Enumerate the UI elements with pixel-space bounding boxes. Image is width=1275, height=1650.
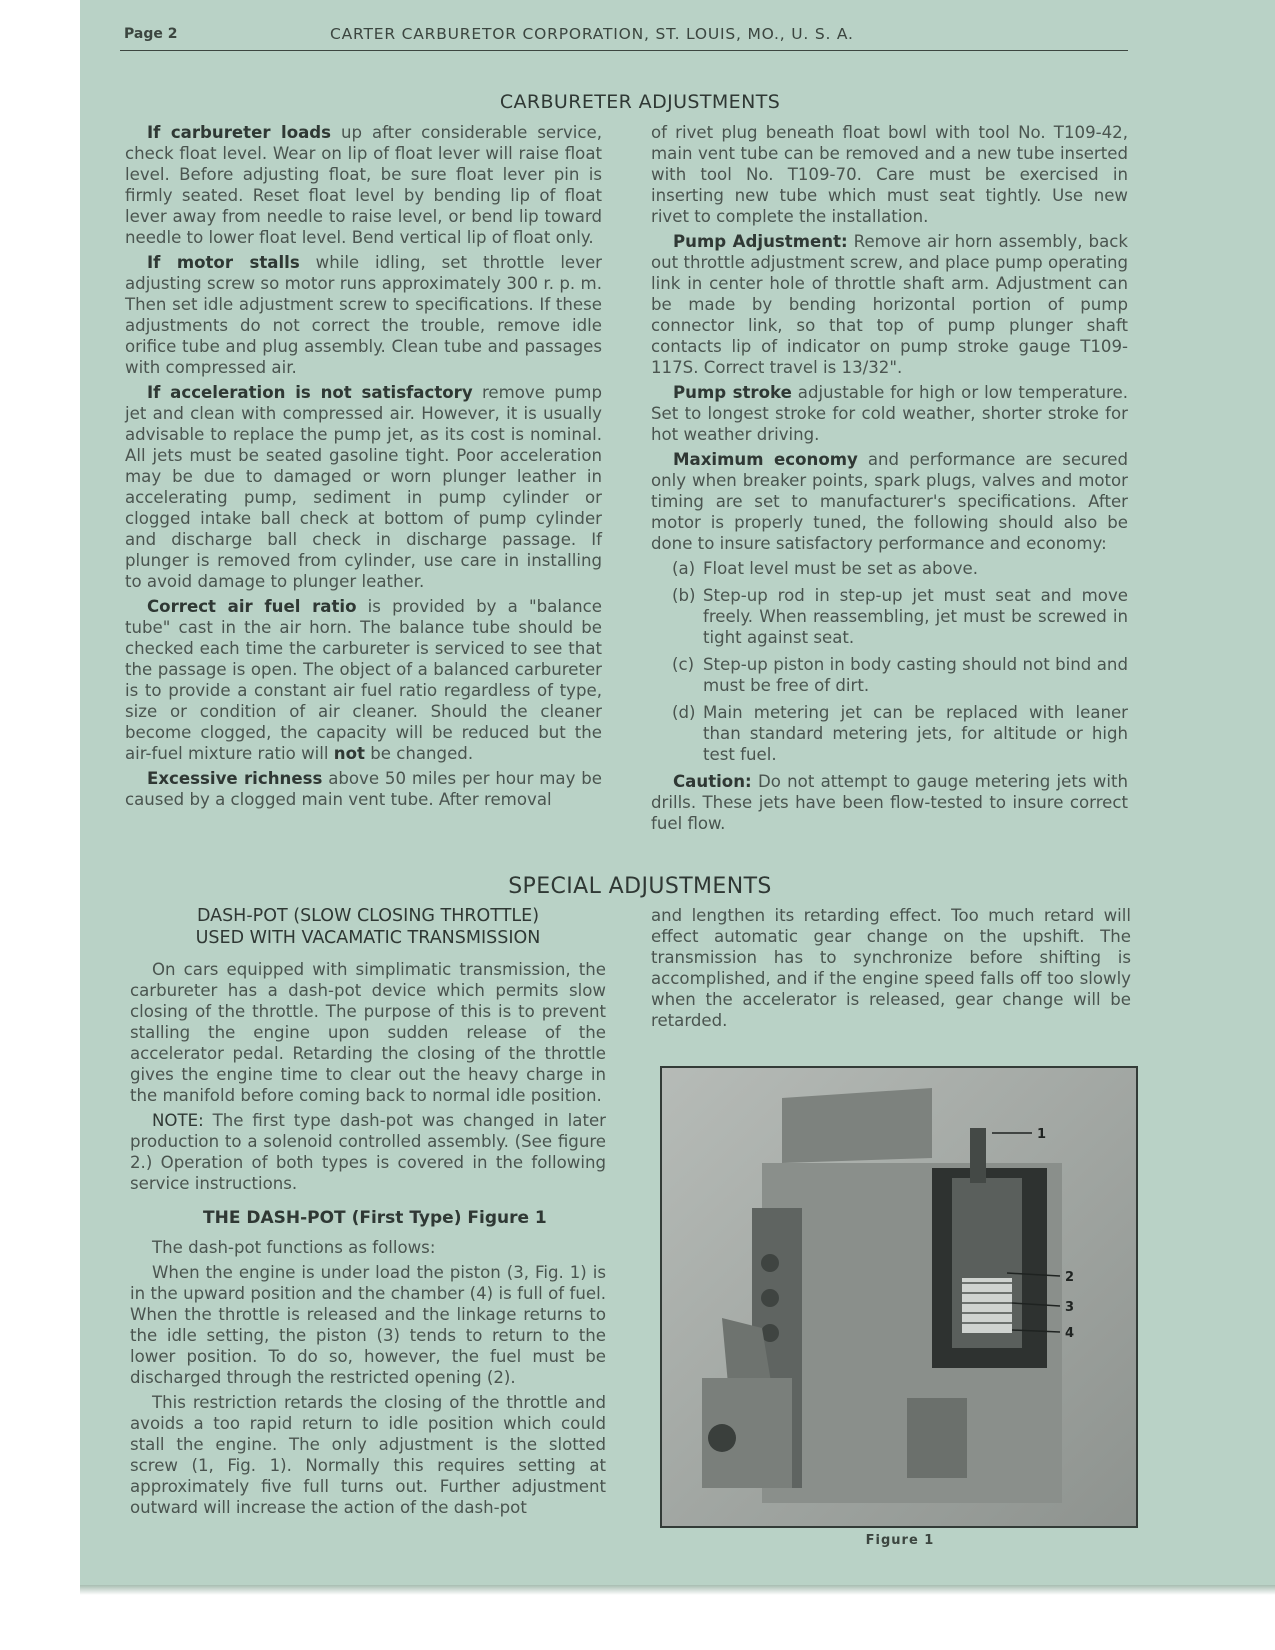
lower-casting <box>907 1398 967 1478</box>
list-item-b <box>651 585 1128 648</box>
figure-caption: Figure 1 <box>865 1533 935 1548</box>
lead-caution: Caution: <box>673 772 752 791</box>
column-right-top <box>651 122 1128 838</box>
section-title-special-adjustments: SPECIAL ADJUSTMENTS <box>508 874 772 899</box>
list-text-c: Step-up piston in body casting should not bind and must be free of dirt. <box>703 655 1128 695</box>
lead-acceleration: If acceleration is not satisfactory <box>147 383 473 402</box>
paragraph-acceleration <box>125 382 602 592</box>
list-marker-d: (d) <box>672 703 696 722</box>
text-air-fuel: is provided by a "balance tube" cast in the air horn. The balance tube should be checked each time the carbureter is serviced to see that the passage is open. The object of a balanced carbureter is to provide a constant air fuel ratio regardless of type, size or condition of air cleaner. Should the cleaner become clogged, the capacity will be reduced but the air-fuel mixture ratio will <box>125 597 602 763</box>
paragraph-caution <box>651 771 1128 834</box>
header-title: CARTER CARBURETOR CORPORATION, ST. LOUIS, MO., U. S. A. <box>330 25 854 43</box>
text-air-fuel-tail: be changed. <box>364 744 474 763</box>
text-maximum-economy: and performance are secured only when breaker points, spark plugs, valves and motor timing are set to manufacturer's specifications. After motor is properly tuned, the following should also be done to insure satisfactory performance and economy: <box>651 450 1128 553</box>
paper-shadow <box>80 1585 1275 1595</box>
page-number: Page 2 <box>124 26 178 42</box>
paragraph-simplimatic: On cars equipped with simplimatic transmission, the carbureter has a dash-pot device which permits slow closing of the throttle. The purpose of this is to prevent stalling the engine upon sudden release of the accelerator pedal. Retarding the closing of the throttle gives the engine time to clear out the heavy charge in the manifold before coming back to normal idle position. <box>130 960 606 1105</box>
paragraph-note <box>130 1110 606 1194</box>
callout-label-3: 3 <box>1065 1300 1075 1315</box>
callout-label-4: 4 <box>1065 1326 1075 1341</box>
lead-note: NOTE: <box>152 1111 204 1130</box>
text-note: The first type dash-pot was changed in later production to a solenoid controlled assembly. (See figure 2.) Operation of both types is covered in the following service instructions. <box>130 1111 606 1193</box>
list-marker-a: (a) <box>672 559 696 578</box>
list-item-c <box>651 654 1128 696</box>
list-item-d <box>651 702 1128 765</box>
lead-pump-stroke: Pump stroke <box>673 383 792 402</box>
text-caution: Do not attempt to gauge metering jets with drills. These jets have been flow-tested to insure correct fuel flow. <box>651 772 1128 833</box>
dashpot-subheading-line-2: USED WITH VACAMATIC TRANSMISSION <box>195 928 541 948</box>
callout-label-2: 2 <box>1065 1270 1075 1285</box>
callout-label-1: 1 <box>1037 1127 1047 1142</box>
column-right-bottom <box>651 905 1131 1035</box>
lead-stalls: If motor stalls <box>147 253 300 272</box>
air-horn-shape <box>782 1088 932 1163</box>
paragraph-restriction: This restriction retards the closing of the throttle and avoids a too rapid return to idle position which could stall the engine. The only adjustment is the slotted screw (1, Fig. 1). Normally this requires setting at approximately five full turns out. Further adjustment outward will increase the action of the dash-pot <box>130 1393 606 1517</box>
lead-loads: If carbureter loads <box>147 123 332 142</box>
text-acceleration: remove pump jet and clean with compressed air. However, it is usually advisable to replace the pump jet, as its cost is nominal. All jets must be seated gasoline tight. Poor acceleration may be due to damaged or worn plunger leather in accelerating pump, sediment in pump cylinder or clogged intake ball check at bottom of pump cylinder and discharge ball check in discharge passage. If plunger is removed from cylinder, use care in installing to avoid damage to plunger leather. <box>125 383 602 591</box>
text-pump-stroke: adjustable for high or low temperature. Set to longest stroke for cold weather, shorter stroke for hot weather driving. <box>651 383 1128 444</box>
paragraph-loads <box>125 122 602 248</box>
column-left-bottom <box>130 905 606 1522</box>
screw-head <box>761 1254 779 1272</box>
dashpot-subheading <box>130 905 606 949</box>
section-title-carbureter-adjustments: CARBURETER ADJUSTMENTS <box>499 91 781 113</box>
text-richness: above 50 miles per hour may be caused by a clogged main vent tube. After removal <box>125 769 602 809</box>
list-marker-b: (b) <box>672 586 696 605</box>
column-left-top <box>125 122 602 814</box>
list-text-b: Step-up rod in step-up jet must seat and move freely. When reassembling, jet must be screwed in tight against seat. <box>703 586 1128 647</box>
paragraph-air-fuel <box>125 596 602 764</box>
paragraph-functions: The dash-pot functions as follows: <box>152 1238 436 1257</box>
paragraph-pump-stroke <box>651 382 1128 445</box>
dashpot-first-type-heading: THE DASH-POT (First Type) Figure 1 <box>203 1208 547 1228</box>
dashpot-subheading-line-1: DASH-POT (SLOW CLOSING THROTTLE) <box>196 906 540 926</box>
list-item-a <box>651 558 1128 579</box>
paragraph-pump-adjustment <box>651 231 1128 378</box>
paragraph-retard-continued: and lengthen its retarding effect. Too much retard will effect automatic gear change on the upshift. The transmission has to synchronize before shifting is accomplished, and if the engine speed falls off too slowly when the accelerator is released, gear change will be retarded. <box>651 906 1131 1030</box>
throttle-shaft <box>708 1424 736 1452</box>
bold-not: not <box>333 744 365 763</box>
lead-air-fuel: Correct air fuel ratio <box>147 597 357 616</box>
paragraph-maximum-economy <box>651 449 1128 554</box>
lead-maximum-economy: Maximum economy <box>673 450 858 469</box>
carburetor-illustration <box>662 1068 1136 1526</box>
screw-head <box>761 1289 779 1307</box>
paragraph-engine-load: When the engine is under load the piston (3, Fig. 1) is in the upward position and the chamber (4) is full of fuel. When the throttle is released and the linkage returns to the idle setting, the piston (3) tends to return to the lower position. To do so, however, the fuel must be discharged through the restricted opening (2). <box>130 1263 606 1387</box>
text-pump-adjustment: Remove air horn assembly, back out throttle adjustment screw, and place pump operating link in center hole of throttle shaft arm. Adjustment can be made by bending horizontal portion of pump connector link, so that top of pump plunger shaft contacts lip of indicator on pump stroke gauge T109-117S. Correct travel is 13/32". <box>651 232 1128 377</box>
lead-pump-adjustment: Pump Adjustment: <box>673 232 848 251</box>
text-loads: up after considerable service, check float level. Wear on lip of float lever will raise float level. Before adjusting float, be sure float lever pin is firmly seated. Reset float level by bending lip of float lever away from needle to raise level, or bend lip toward needle to lower float level. Bend vertical lip of float only. <box>125 123 602 247</box>
paragraph-stalls <box>125 252 602 378</box>
figure-1-photo <box>660 1066 1138 1528</box>
slotted-screw <box>970 1128 986 1183</box>
list-text-d: Main metering jet can be replaced with leaner than standard metering jets, for altitude or high test fuel. <box>703 703 1128 764</box>
piston <box>962 1278 1012 1333</box>
header-rule <box>120 50 1128 51</box>
paragraph-richness <box>125 768 602 810</box>
paragraph-richness-continued: of rivet plug beneath float bowl with tool No. T109-42, main vent tube can be removed and a new tube inserted with tool No. T109-70. Care must be exercised in inserting new tube which must seat tightly. Use new rivet to complete the installation. <box>651 123 1128 226</box>
list-text-a: Float level must be set as above. <box>703 559 978 578</box>
text-stalls: while idling, set throttle lever adjusting screw so motor runs approximately 300 r. p. m. Then set idle adjustment screw to specifications. If these adjustments do not correct the trouble, remove idle orifice tube and plug assembly. Clean tube and passages with compressed air. <box>125 253 602 377</box>
lead-richness: Excessive richness <box>147 769 323 788</box>
list-marker-c: (c) <box>672 655 695 674</box>
